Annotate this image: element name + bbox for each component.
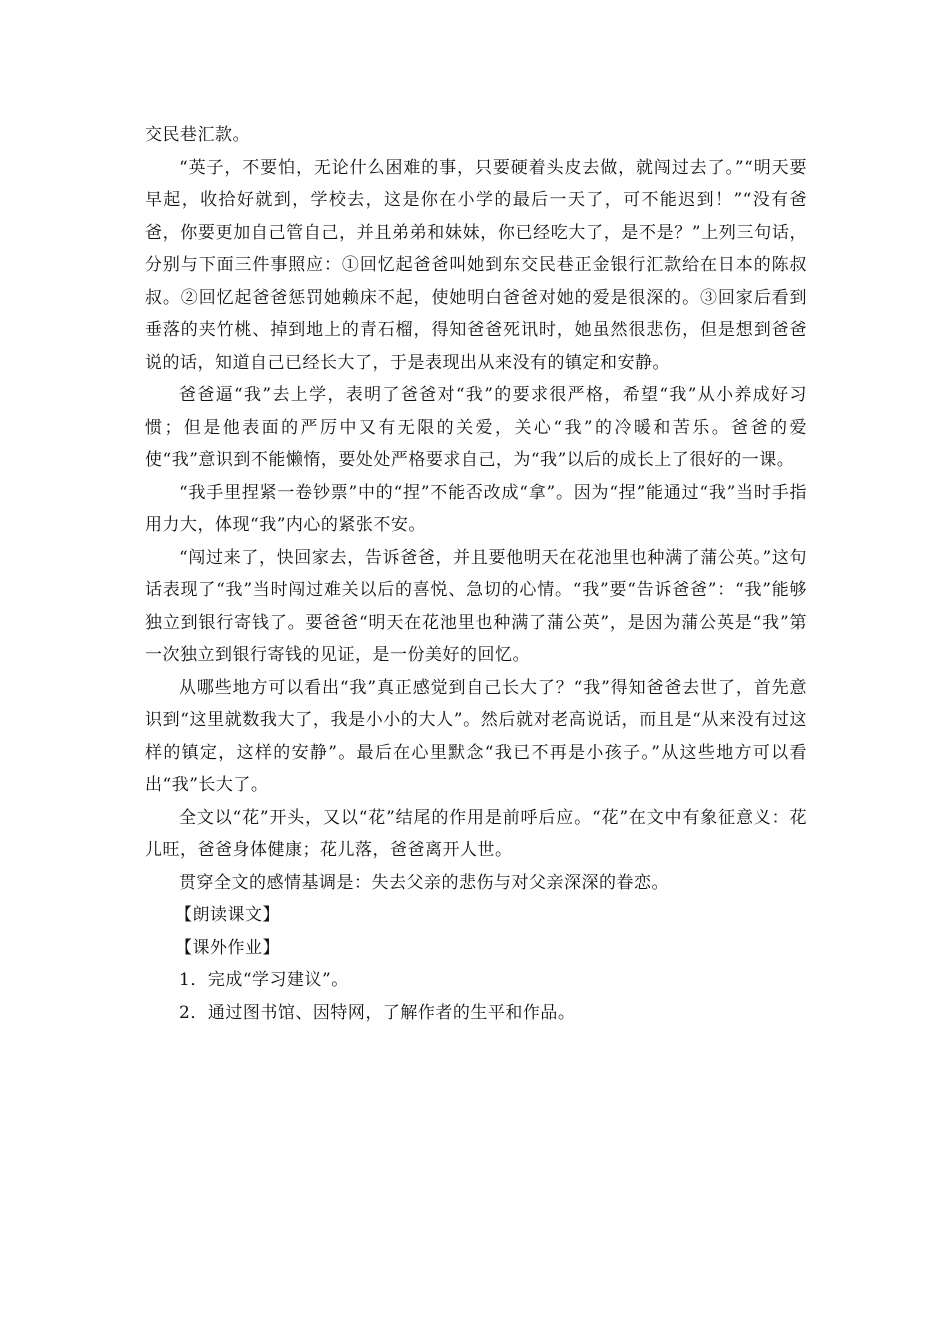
paragraph-nie-word: “我手里捏紧一卷钞票”中的“捏”不能否改成“拿”。因为“捏”能通过“我”当时手指用力大，体现“我”内心的紧张不安。 bbox=[145, 482, 807, 535]
homework-item-1: 1．完成“学习建议”。 bbox=[179, 970, 349, 990]
homework-item-2: 2．通过图书馆、因特网，了解作者的生平和作品。 bbox=[179, 1002, 576, 1023]
paragraph-flower-symbol: 全文以“花”开头，又以“花”结尾的作用是前呼后应。“花”在文中有象征意义：花儿旺，爸爸身体健康；花儿落，爸爸离开人世。 bbox=[145, 807, 807, 860]
document-body bbox=[145, 119, 807, 1029]
paragraph-quotes: “英子，不要怕，无论什么困难的事，只要硬着头皮去做，就闯过去了。”“明天要早起，收拾好就到，学校去，这是你在小学的最后一天了，可不能迟到！”“没有爸爸，你要更加自己管自己，并且弟弟和妹妹，你已经吃大了，是不是？”上列三句话，分别与下面三件事照应：①回忆起爸爸叫她到东交民巷正金银行汇款给在日本的陈叔叔。②回忆起爸爸惩罚她赖床不起，使她明白爸爸对她的爱是很深的。③回家后看到垂落的夹竹桃、掉到地上的青石榴，得知爸爸死讯时，她虽然很悲伤，但是想到爸爸说的话，知道自己已经长大了，于是表现出从来没有的镇定和安静。 bbox=[145, 157, 807, 373]
paragraph-emotional-tone: 贯穿全文的感情基调是：失去父亲的悲伤与对父亲深深的眷恋。 bbox=[179, 872, 669, 893]
paragraph-dandelion: “闯过来了，快回家去，告诉爸爸，并且要他明天在花池里也种满了蒲公英。”这句话表现了“我”当时闯过难关以后的喜悦、急切的心情。“我”要“告诉爸爸”：“我”能够独立到银行寄钱了。要爸爸“明天在花池里也种满了蒲公英”，是因为蒲公英是“我”第一次独立到银行寄钱的见证，是一份美好的回忆。 bbox=[145, 547, 807, 665]
paragraph-grown-up: 从哪些地方可以看出“我”真正感觉到自己长大了？“我”得知爸爸去世了，首先意识到“这里就数我大了，我是小小的大人”。然后就对老高说话，而且是“从来没有过这样的镇定，这样的安静”。最后在心里默念“我已不再是小孩子。”从这些地方可以看出“我”长大了。 bbox=[145, 677, 807, 795]
section-heading-reading: 【朗读课文】 bbox=[175, 905, 280, 925]
paragraph-continuation: 交民巷汇款。 bbox=[145, 125, 250, 145]
paragraph-father-strict: 爸爸逼“我”去上学，表明了爸爸对“我”的要求很严格，希望“我”从小养成好习惯；但是他表面的严厉中又有无限的关爱，关心“我”的冷暖和苦乐。爸爸的爱使“我”意识到不能懒惰，要处处严格要求自己，为“我”以后的成长上了很好的一课。 bbox=[145, 385, 807, 470]
section-heading-homework: 【课外作业】 bbox=[175, 937, 280, 958]
